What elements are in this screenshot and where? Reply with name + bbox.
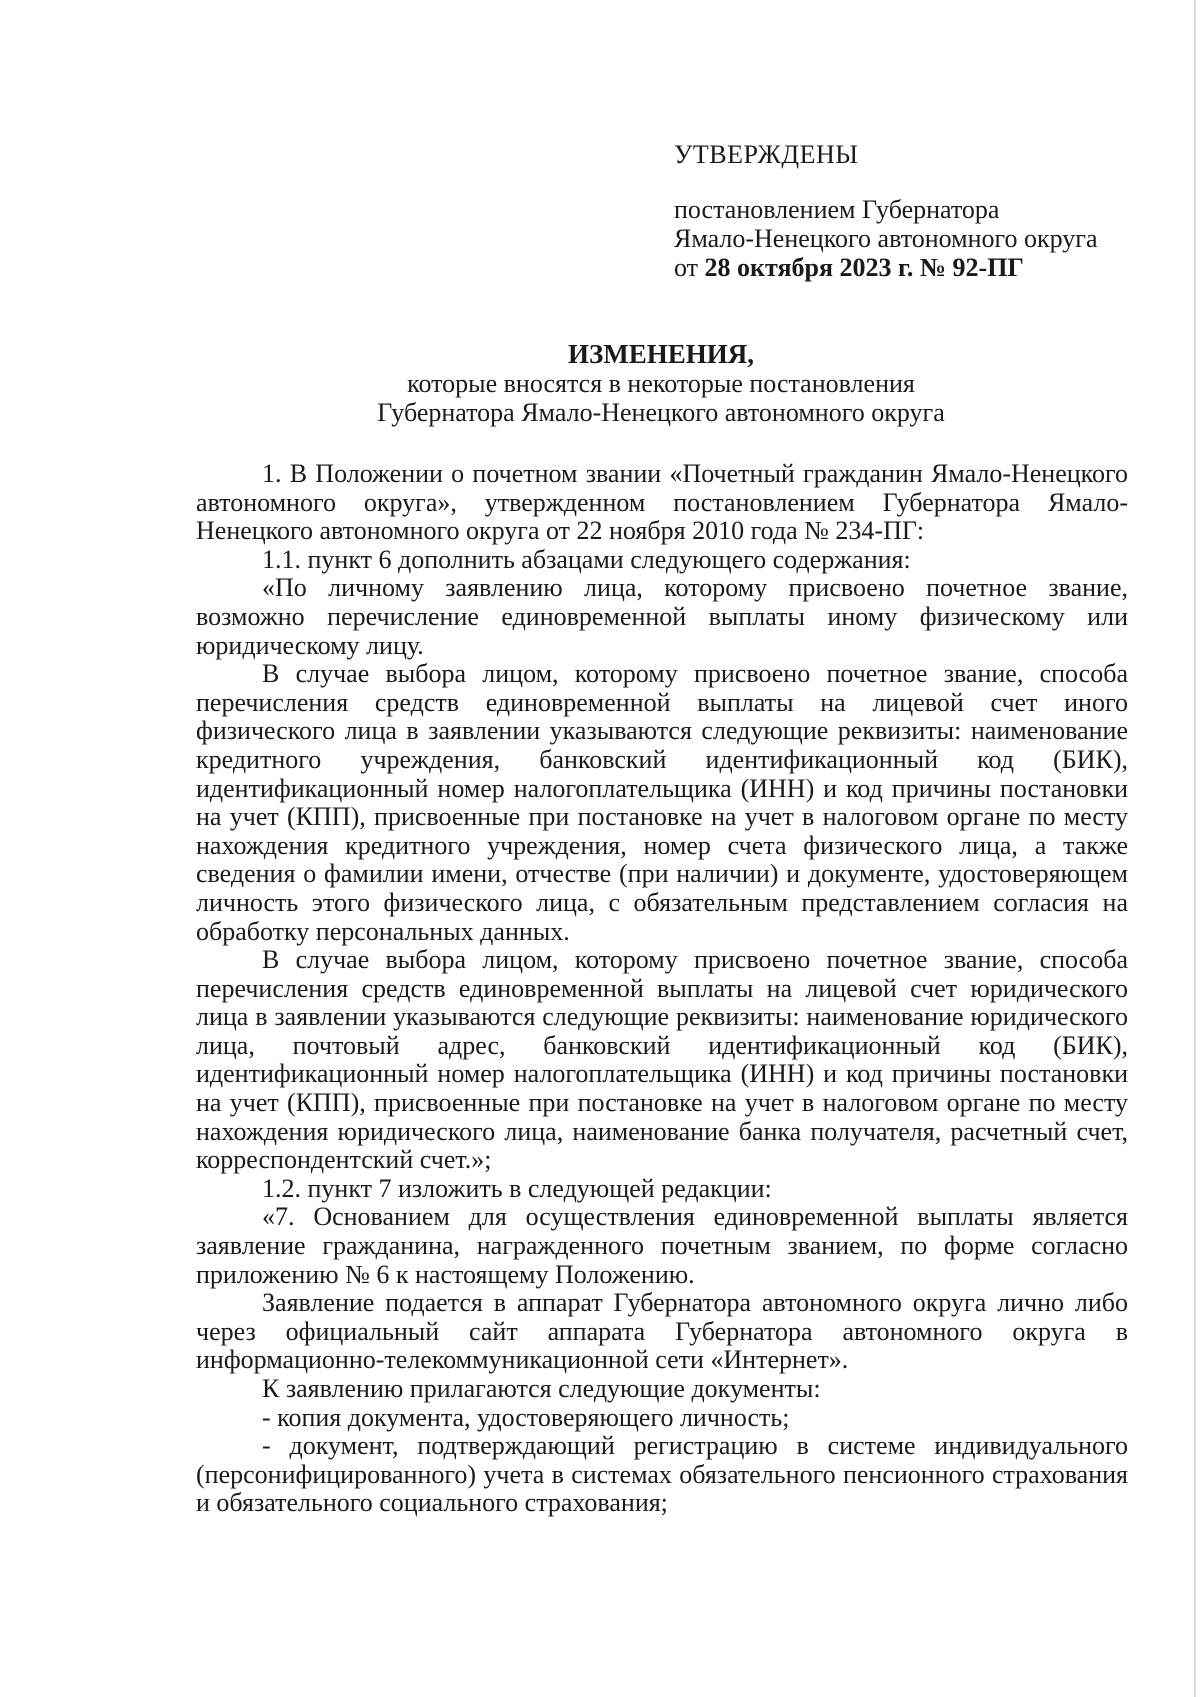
paragraph: «7. Основанием для осуществления единовременной выплаты является заявление гражданина, награжденного почетным званием, по форме согласно приложению № 6 к настоящему Положению.	[196, 1202, 1128, 1289]
paragraph: Заявление подается в аппарат Губернатора автономного округа лично либо через официальный сайт аппарата Губернатора автономного округа в информационно-телекоммуникационной сети «Интернет».	[196, 1288, 1128, 1375]
document-heading	[196, 340, 1126, 427]
approval-date-prefix: от	[674, 253, 699, 282]
paragraph: 1. В Положении о почетном звании «Почетный гражданин Ямало-Ненецкого автономного округа», утвержденном постановлением Губернатора Ямало-Ненецкого автономного округа от 22 ноября 2010 года № 234-ПГ:	[196, 459, 1128, 546]
approval-title: УТВЕРЖДЕНЫ	[674, 140, 859, 169]
paragraph: 1.2. пункт 7 изложить в следующей редакции:	[262, 1173, 772, 1203]
paragraph: - копия документа, удостоверяющего личность;	[262, 1402, 790, 1432]
scan-edge-line	[1194, 0, 1196, 1697]
approval-line-2: Ямало-Ненецкого автономного округа	[674, 224, 1098, 253]
paragraph: 1.1. пункт 6 дополнить абзацами следующего содержания:	[262, 544, 911, 574]
document-title: ИЗМЕНЕНИЯ,	[567, 339, 754, 369]
approval-date-number: 28 октября 2023 г. № 92-ПГ	[704, 253, 1024, 282]
document-subtitle-line-1: которые вносятся в некоторые постановления	[407, 369, 915, 398]
paragraph: - документ, подтверждающий регистрацию в системе индивидуального (персонифицированного) учета в системах обязательного пенсионного страхования и обязательного социального страхования;	[196, 1431, 1128, 1518]
document-body	[196, 460, 1128, 1518]
paragraph: В случае выбора лицом, которому присвоено почетное звание, способа перечисления средств единовременной выплаты на лицевой счет иного физического лица в заявлении указываются следующие реквизиты: наименование кредитного учреждения, банковский идентификационный код (БИК), идентификационный номер налогоплательщика (ИНН) и код причины постановки на учет (КПП), присвоенные при постановке на учет в налоговом органе по месту нахождения кредитного учреждения, номер счета физического лица, а также сведения о фамилии имени, отчестве (при наличии) и документе, удостоверяющем личность этого физического лица, с обязательным представлением согласия на обработку персональных данных.	[196, 659, 1128, 946]
paragraph: К заявлению прилагаются следующие документы:	[262, 1374, 821, 1403]
paragraph: В случае выбора лицом, которому присвоено почетное звание, способа перечисления средств единовременной выплаты на лицевой счет юридического лица в заявлении указываются следующие реквизиты: наименование юридического лица, почтовый адрес, банковский идентификационный код (БИК), идентификационный номер налогоплательщика (ИНН) и код причины постановки на учет (КПП), присвоенные при постановке на учет в налоговом органе по месту нахождения юридического лица, наименование банка получателя, расчетный счет, корреспондентский счет.»;	[196, 945, 1128, 1175]
approval-line-1: постановлением Губернатора	[674, 195, 1000, 224]
paragraph: «По личному заявлению лица, которому присвоено почетное звание, возможно перечисление единовременной выплаты иному физическому или юридическому лицу.	[196, 573, 1128, 660]
approval-block	[674, 140, 1134, 282]
approval-date-line	[674, 253, 1134, 282]
document-subtitle-line-2: Губернатора Ямало-Ненецкого автономного округа	[377, 398, 945, 427]
